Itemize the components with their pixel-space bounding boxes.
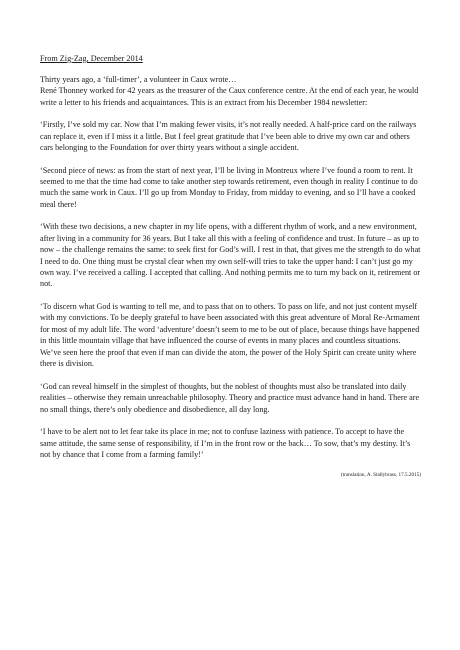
paragraph-montreux: ‘Second piece of news: as from the start of next year, I’ll be living in Montreux where I’ve found a room to rent. It seemed to me that the time had come to take another step towards retirement, even though in reality I continue to do much the same work in Caux. I’ll go up from Monday to Friday, from midday to evening, and so I’ll have a cooked meal there! bbox=[40, 165, 418, 209]
paragraph-car: ‘Firstly, I’ve sold my car. Now that I’m making fewer visits, it’s not really needed. A half-price card on the railways can replace it, even if I miss it a little. But I feel great gratitude that I’ve been able to drive my own car and others cars belonging to the Foundation for over thirty years without a single accident. bbox=[40, 120, 417, 153]
document-title: From Zig-Zag, December 2014 bbox=[40, 54, 143, 63]
intro-line-1: Thirty years ago, a ‘full-timer’, a volunteer in Caux wrote… bbox=[40, 75, 237, 84]
paragraph-alert: ‘I have to be alert not to let fear take its place in me; not to confuse laziness with patience. To accept to have the same attitude, the same sense of responsibility, if I’m in the front row or the back… To sow, that’s my destiny. It’s not by chance that I come from a farming family!’ bbox=[40, 427, 411, 459]
paragraph-thoughts: ‘God can reveal himself in the simplest of thoughts, but the noblest of thoughts must also be translated into daily realities – otherwise they remain unreachable philosophy. Theory and practice must advance hand in hand. There are no small things, there’s only obedience and disobedience, all day long. bbox=[40, 381, 420, 414]
translation-credit: (translation, A. Stallybrass, 17.5.2015) bbox=[340, 471, 421, 478]
intro-paragraph bbox=[40, 74, 422, 108]
paragraph-discern: ‘To discern what God is wanting to tell me, and to pass that on to others. To pass on life, and not just content myself with my convictions. To be deeply grateful to have been associated with this great adventure of Moral Re-Armament for most of my adult life. The word ‘adventure’ doesn’t seem to me to be out of place, because things have happened in this little mountain village that have influenced the course of events in many places and countless situations. We’ve seen here the proof that even if man can divide the atom, the power of the Holy Spirit can create unity where there is division. bbox=[40, 302, 420, 369]
intro-line-2: René Thonney worked for 42 years as the treasurer of the Caux conference centre. At the end of each year, he would write a letter to his friends and acquaintances. This is an extract from his December 1984 newsletter: bbox=[40, 86, 419, 107]
paragraph-new-chapter: ‘With these two decisions, a new chapter in my life opens, with a different rhythm of work, and a new environment, after living in a community for 36 years. But I take all this with a feeling of confidence and trust. In future – as up to now – the challenge remains the same: to seek first for God’s will. I rest in that, that gives me the strength to do what I need to do. One thing must be crystal clear when my own self-will tries to take the upper hand: I can’t just go my own way. I’ve received a calling. I accepted that calling. And nothing permits me to turn my back on it, retirement or not. bbox=[40, 222, 421, 289]
